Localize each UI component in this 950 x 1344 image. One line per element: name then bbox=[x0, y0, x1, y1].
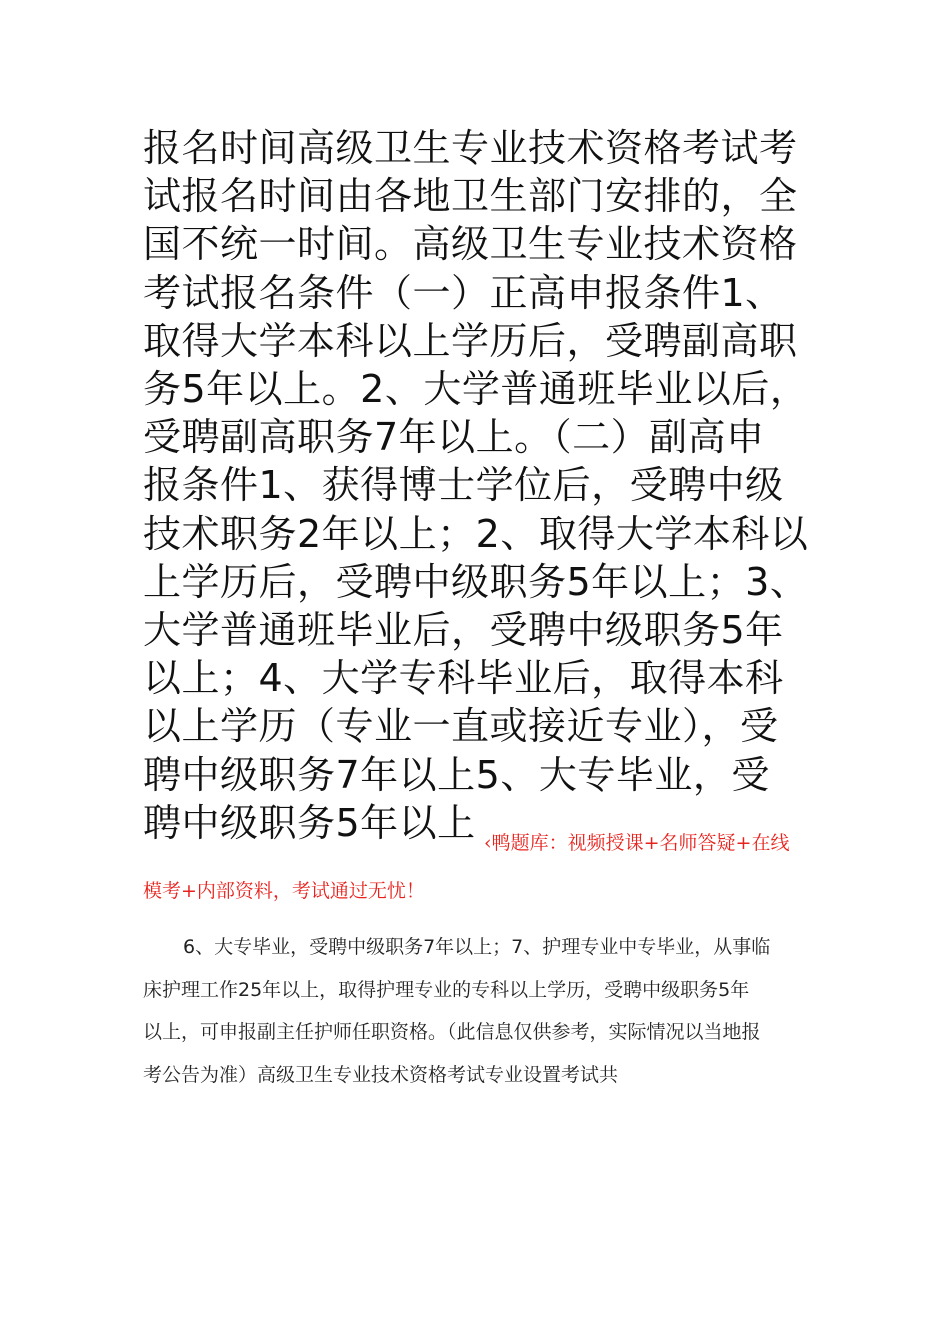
body-line: 床护理工作25年以上，取得护理专业的专科以上学历，受聘中级职务5年 bbox=[143, 978, 750, 1001]
main-line: 试报名时间由各地卫生部门安排的，全 bbox=[143, 174, 798, 219]
body-line: 考公告为准）高级卫生专业技术资格考试专业设置考试共 bbox=[143, 1063, 619, 1086]
main-line: 国不统一时间。高级卫生专业技术资格 bbox=[143, 222, 798, 267]
main-line: 务5年以上。2、大学普通班毕业以后， bbox=[143, 367, 809, 412]
main-line: 上学历后，受聘中级职务5年以上；3、 bbox=[143, 559, 809, 604]
body-line: 以上，可申报副主任护师任职资格。（此信息仅供参考，实际情况以当地报 bbox=[143, 1021, 761, 1043]
ad-text-part2: 模考+内部资料，考试通过无忧！ bbox=[143, 880, 425, 902]
body-paragraph bbox=[143, 926, 815, 1096]
main-line: 技术职务2年以上；2、取得大学本科以 bbox=[143, 511, 809, 556]
main-line: 以上；4、大学专科毕业后，取得本科 bbox=[143, 656, 784, 701]
main-line: 受聘副高职务7年以上。（二）副高申 bbox=[143, 415, 765, 460]
main-line: 考试报名条件（一）正高申报条件1、 bbox=[143, 270, 784, 315]
main-line: 取得大学本科以上学历后，受聘副高职 bbox=[143, 318, 798, 363]
ad-text-part1: ‹鸭题库：视频授课+名师答疑+在线 bbox=[484, 832, 790, 854]
main-line: 聘中级职务5年以上 bbox=[143, 800, 476, 845]
main-line: 以上学历（专业一直或接近专业），受 bbox=[143, 704, 779, 749]
main-line: 大学普通班毕业后，受聘中级职务5年 bbox=[143, 608, 784, 653]
main-line: 报条件1、获得博士学位后，受聘中级 bbox=[143, 463, 784, 508]
main-line: 聘中级职务7年以上5、大专毕业，受 bbox=[143, 752, 770, 797]
body-line: 6、大专毕业，受聘中级职务7年以上；7、护理专业中专毕业，从事临 bbox=[183, 936, 771, 958]
main-paragraph bbox=[143, 124, 815, 847]
main-line: 报名时间高级卫生专业技术资格考试考 bbox=[143, 126, 798, 170]
